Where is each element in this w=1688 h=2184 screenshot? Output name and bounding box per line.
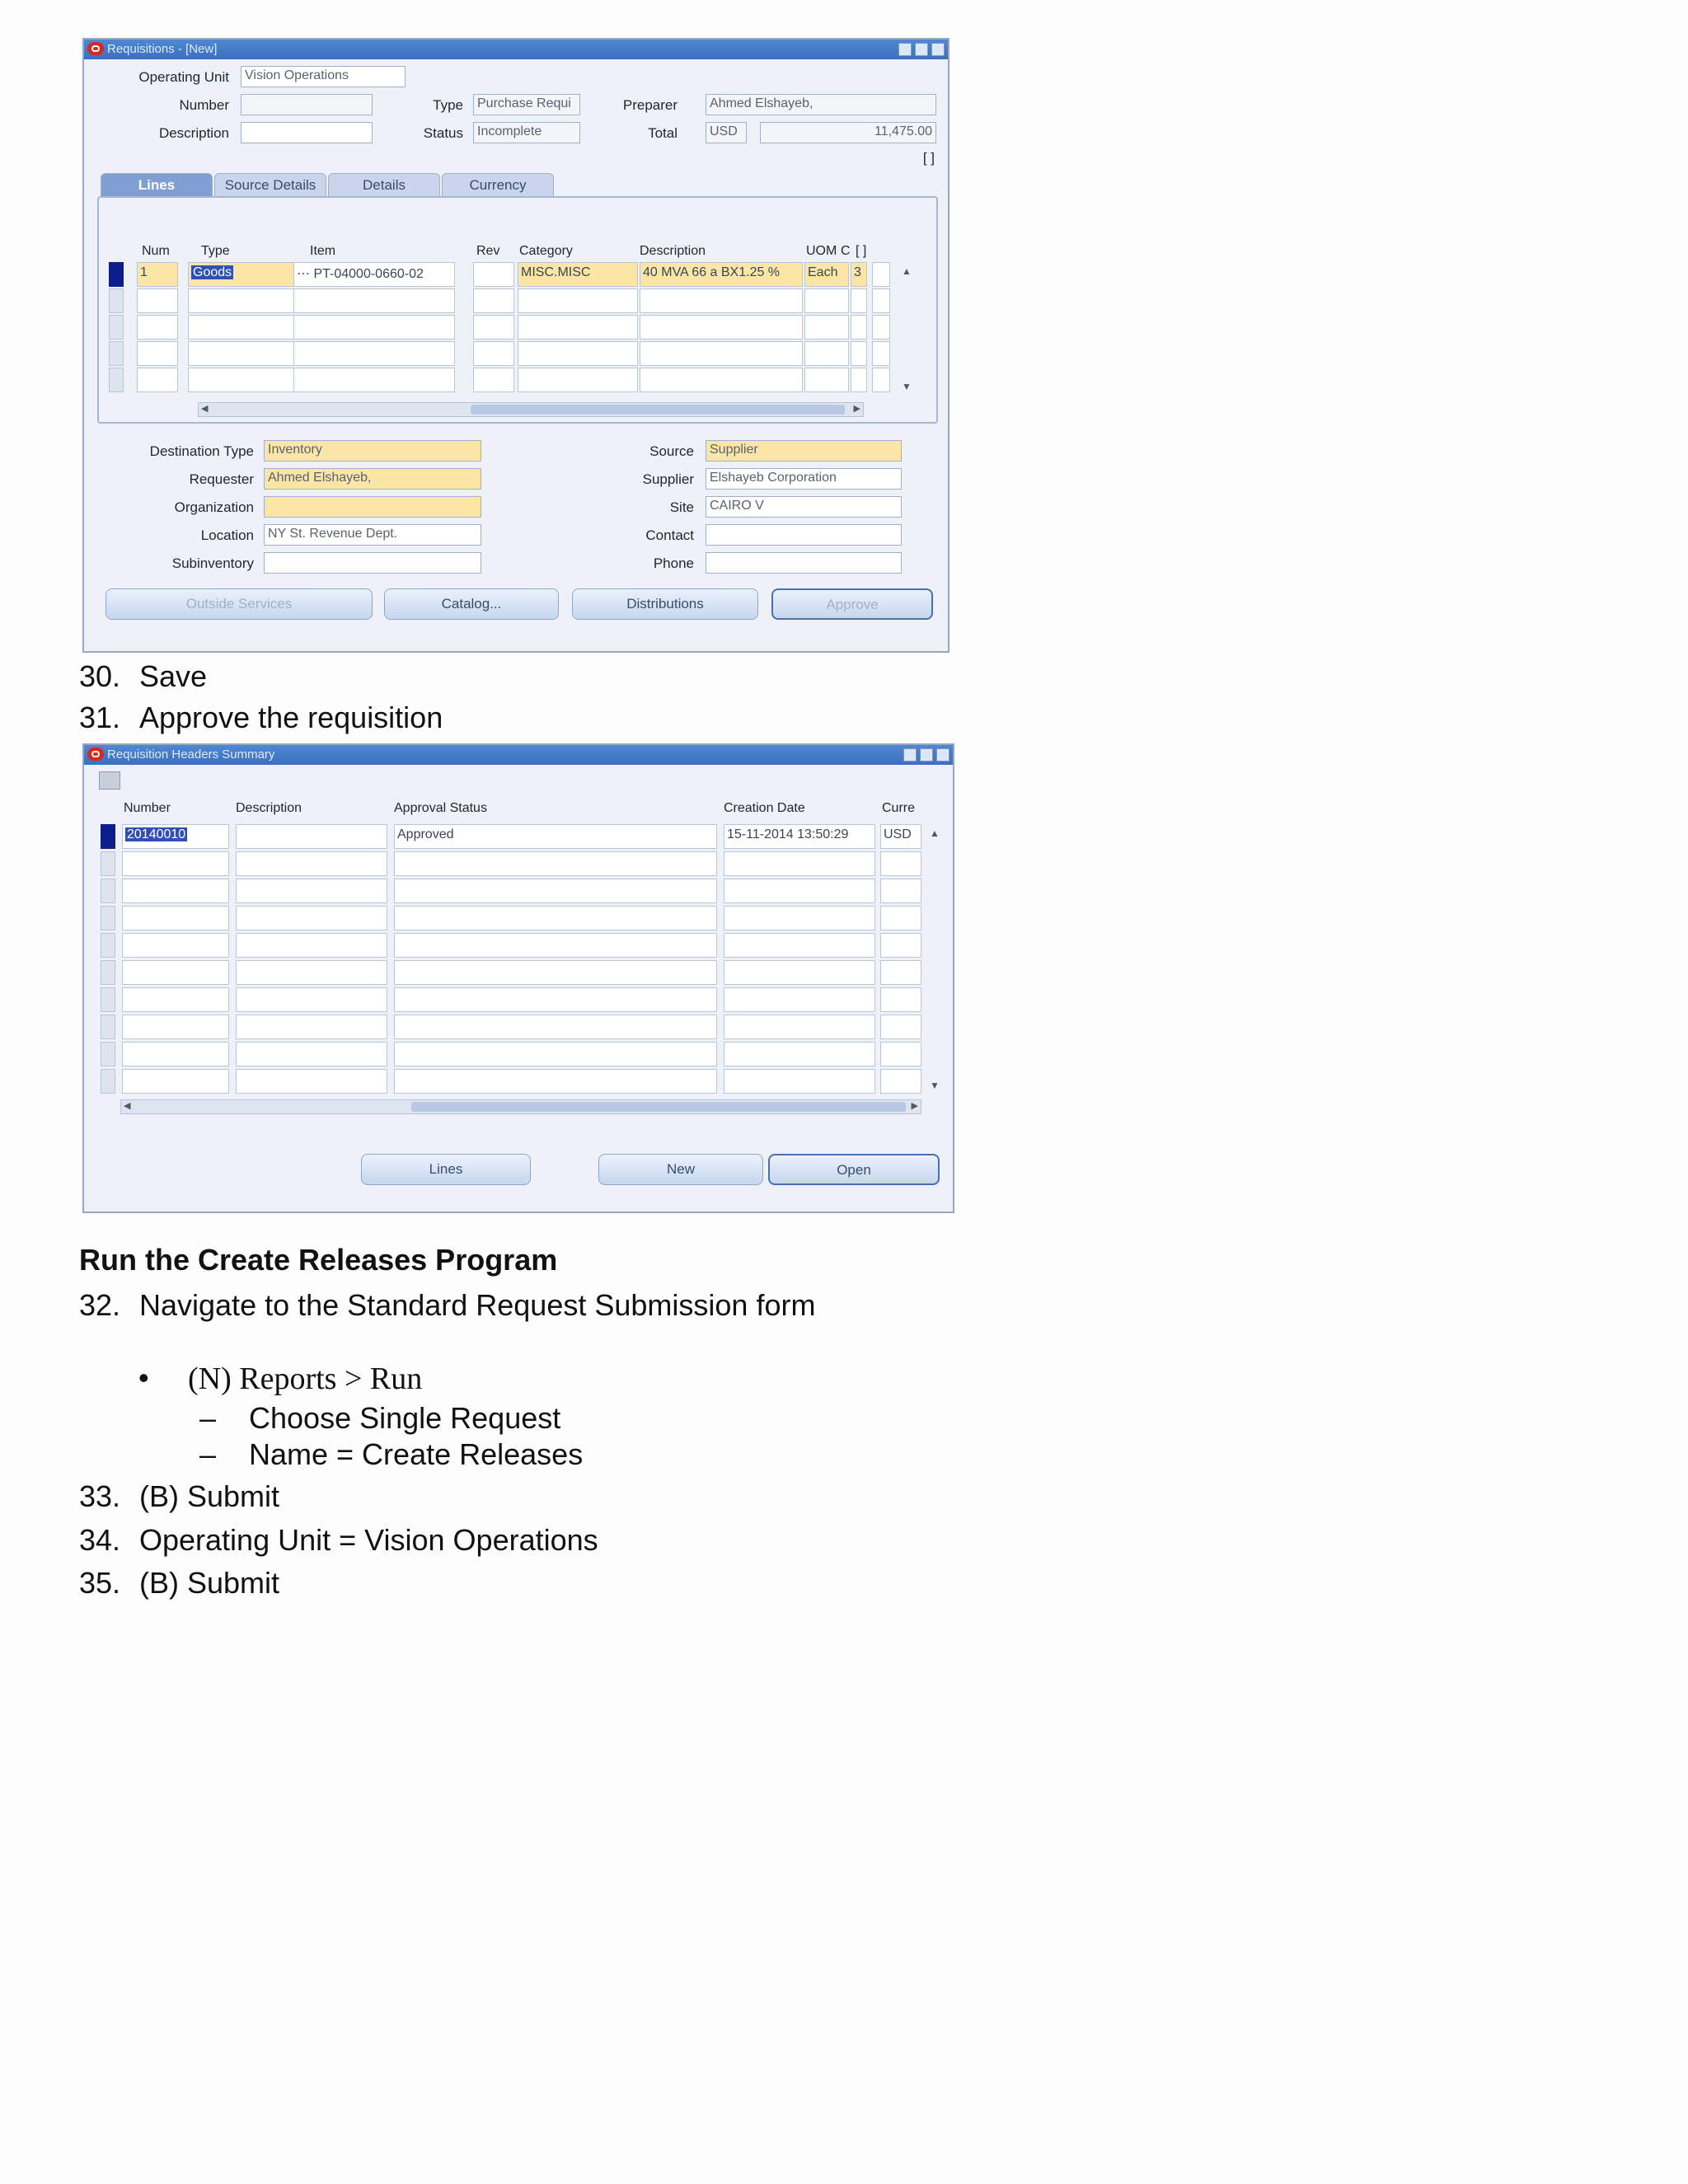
column-header-item: Item	[310, 244, 336, 258]
table-cell[interactable]	[236, 987, 387, 1012]
table-cell[interactable]	[724, 933, 875, 958]
table-cell[interactable]	[880, 1069, 921, 1094]
table-cell[interactable]	[518, 368, 638, 392]
number-field[interactable]	[241, 94, 373, 115]
source-field[interactable]: Supplier	[706, 440, 902, 462]
table-cell[interactable]	[293, 341, 455, 366]
oracle-logo-icon	[87, 748, 104, 761]
step-31-text: Approve the requisition	[139, 701, 443, 734]
table-cell[interactable]	[394, 879, 717, 903]
step-33-number: 33.	[79, 1479, 121, 1513]
outside-services-button[interactable]: Outside Services	[106, 588, 373, 620]
table-cell[interactable]	[851, 368, 867, 392]
table-cell[interactable]	[122, 960, 229, 985]
table-cell[interactable]	[293, 288, 455, 313]
scrollbar-thumb[interactable]	[471, 405, 845, 415]
table-cell[interactable]	[724, 1015, 875, 1039]
preparer-label: Preparer	[622, 97, 678, 113]
location-field[interactable]: NY St. Revenue Dept.	[264, 524, 481, 546]
row-marker[interactable]	[101, 987, 115, 1012]
tab-lines[interactable]: Lines	[101, 173, 213, 198]
line-category-cell[interactable]: MISC.MISC	[518, 262, 638, 287]
table-cell[interactable]	[851, 288, 867, 313]
lov-icon[interactable]: ⋯	[297, 267, 310, 281]
table-cell[interactable]	[872, 341, 890, 366]
row-marker[interactable]	[101, 906, 115, 930]
lines-horizontal-scrollbar[interactable]	[198, 402, 864, 417]
table-cell[interactable]	[804, 368, 849, 392]
line-qty-cell[interactable]: 3	[851, 262, 867, 287]
table-cell[interactable]	[640, 368, 803, 392]
minimize-icon[interactable]	[903, 748, 917, 762]
approve-button[interactable]: Approve	[771, 588, 933, 620]
close-icon[interactable]	[931, 43, 945, 56]
table-cell[interactable]	[518, 315, 638, 340]
oracle-logo-icon	[87, 42, 104, 55]
table-cell[interactable]	[872, 288, 890, 313]
minimize-icon[interactable]	[898, 43, 912, 56]
column-header-uom: UOM	[806, 244, 837, 258]
section-heading: Run the Create Releases Program	[79, 1243, 558, 1277]
row-marker-current[interactable]	[101, 824, 115, 849]
total-label: Total	[648, 125, 678, 141]
status-label: Status	[423, 125, 463, 141]
tab-source-details[interactable]: Source Details	[214, 173, 326, 198]
table-cell[interactable]	[394, 987, 717, 1012]
scroll-right-icon[interactable]: ▶	[853, 404, 860, 414]
table-cell[interactable]	[122, 987, 229, 1012]
line-item-cell[interactable]	[293, 262, 455, 287]
navigation-path: (N) Reports > Run	[188, 1361, 423, 1396]
row-marker[interactable]	[109, 288, 124, 313]
lines-panel	[97, 196, 938, 424]
approval-status-cell[interactable]: Approved	[394, 824, 717, 849]
total-field[interactable]: 11,475.00	[760, 122, 936, 143]
tab-details[interactable]: Details	[328, 173, 440, 198]
supplier-label: Supplier	[642, 471, 694, 487]
dash-1: –	[199, 1401, 217, 1435]
table-cell[interactable]	[236, 960, 387, 985]
type-field[interactable]: Purchase Requi	[473, 94, 580, 115]
site-label: Site	[669, 499, 694, 515]
description-cell[interactable]	[236, 824, 387, 849]
table-cell[interactable]	[188, 341, 295, 366]
table-cell[interactable]	[804, 288, 849, 313]
table-cell[interactable]	[188, 368, 295, 392]
row-marker[interactable]	[101, 879, 115, 903]
subinventory-label: Subinventory	[171, 555, 254, 571]
new-button[interactable]: New	[598, 1154, 763, 1185]
table-cell[interactable]	[804, 315, 849, 340]
lines-button[interactable]: Lines	[361, 1154, 531, 1185]
organization-field[interactable]	[264, 496, 481, 518]
table-cell[interactable]	[880, 906, 921, 930]
row-marker[interactable]	[109, 341, 124, 366]
table-cell[interactable]	[122, 933, 229, 958]
table-cell[interactable]	[293, 368, 455, 392]
maximize-icon[interactable]	[915, 43, 928, 56]
step-34-text: Operating Unit = Vision Operations	[139, 1523, 598, 1557]
table-cell[interactable]	[851, 315, 867, 340]
table-cell[interactable]	[880, 1015, 921, 1039]
window-titlebar	[84, 40, 948, 59]
table-cell[interactable]	[188, 288, 295, 313]
row-marker[interactable]	[101, 851, 115, 876]
operating-unit-field[interactable]: Vision Operations	[241, 66, 406, 87]
table-cell[interactable]	[122, 1015, 229, 1039]
phone-label: Phone	[653, 555, 694, 571]
row-marker[interactable]	[109, 368, 124, 392]
scroll-down-icon[interactable]: ▼	[930, 1080, 940, 1091]
row-marker[interactable]	[101, 1015, 115, 1039]
line-uom-cell[interactable]: Each	[804, 262, 849, 287]
scroll-up-icon[interactable]: ▲	[902, 265, 912, 277]
table-cell[interactable]	[880, 933, 921, 958]
site-field[interactable]: CAIRO V	[706, 496, 902, 518]
supplier-field[interactable]: Elshayeb Corporation	[706, 468, 902, 490]
table-cell[interactable]	[804, 341, 849, 366]
line-type-cell[interactable]	[188, 262, 295, 287]
table-cell[interactable]	[236, 933, 387, 958]
table-cell[interactable]	[236, 851, 387, 876]
table-cell[interactable]	[236, 1015, 387, 1039]
table-cell[interactable]	[137, 341, 178, 366]
dash-2: –	[199, 1437, 217, 1471]
column-header-rev: Rev	[476, 244, 500, 258]
table-cell[interactable]	[640, 288, 803, 313]
table-cell[interactable]	[122, 1042, 229, 1066]
dash-2-text: Name = Create Releases	[249, 1437, 584, 1471]
column-header-currency: Curre	[882, 801, 916, 815]
line-type-value: Goods	[193, 265, 232, 279]
number-label: Number	[179, 97, 229, 113]
source-label: Source	[649, 443, 694, 459]
table-cell[interactable]	[872, 315, 890, 340]
scroll-down-icon[interactable]: ▼	[902, 381, 912, 392]
table-cell[interactable]	[473, 341, 514, 366]
table-cell[interactable]	[122, 906, 229, 930]
table-cell[interactable]	[724, 851, 875, 876]
table-cell[interactable]	[851, 341, 867, 366]
destination-type-label: Destination Type	[149, 443, 254, 459]
step-33-text: (B) Submit	[139, 1479, 280, 1513]
dash-1-text: Choose Single Request	[249, 1401, 561, 1435]
catalog-button[interactable]: Catalog...	[384, 588, 559, 620]
window-title: Requisitions - [New]	[107, 42, 218, 56]
scroll-right-icon[interactable]: ▶	[911, 1101, 918, 1111]
table-cell[interactable]	[394, 933, 717, 958]
table-cell[interactable]	[394, 1042, 717, 1066]
table-cell[interactable]	[394, 1069, 717, 1094]
requisitions-window	[82, 38, 950, 653]
table-cell[interactable]	[122, 1069, 229, 1094]
table-cell[interactable]	[518, 341, 638, 366]
column-header-c: C	[841, 244, 851, 258]
maximize-icon[interactable]	[920, 748, 933, 762]
preparer-field[interactable]: Ahmed Elshayeb,	[706, 94, 936, 115]
table-cell[interactable]	[473, 288, 514, 313]
row-marker[interactable]	[101, 960, 115, 985]
table-cell[interactable]	[640, 341, 803, 366]
table-cell[interactable]	[122, 851, 229, 876]
table-cell[interactable]	[394, 906, 717, 930]
location-label: Location	[200, 527, 254, 543]
folder-icon[interactable]	[99, 771, 120, 790]
tab-currency[interactable]: Currency	[442, 173, 554, 198]
column-header-approval-status: Approval Status	[394, 801, 487, 815]
status-field[interactable]: Incomplete	[473, 122, 580, 143]
table-cell[interactable]	[236, 906, 387, 930]
row-marker[interactable]	[109, 315, 124, 340]
currency-field[interactable]: USD	[706, 122, 747, 143]
table-cell[interactable]	[724, 960, 875, 985]
destination-type-field[interactable]: Inventory	[264, 440, 481, 462]
phone-field[interactable]	[706, 552, 902, 574]
window-title: Requisition Headers Summary	[107, 748, 275, 762]
column-header-type: Type	[201, 244, 230, 258]
operating-unit-label: Operating Unit	[138, 69, 229, 85]
row-marker[interactable]	[101, 1069, 115, 1094]
scroll-up-icon[interactable]: ▲	[930, 827, 940, 839]
step-35-number: 35.	[79, 1566, 121, 1600]
table-cell[interactable]	[880, 1042, 921, 1066]
table-cell[interactable]	[473, 315, 514, 340]
table-cell[interactable]	[137, 288, 178, 313]
organization-label: Organization	[174, 499, 254, 515]
table-cell[interactable]	[724, 987, 875, 1012]
type-label: Type	[433, 97, 463, 113]
requisition-headers-summary-window	[82, 743, 954, 1213]
description-label: Description	[158, 125, 229, 141]
table-cell[interactable]	[880, 851, 921, 876]
table-cell[interactable]	[473, 368, 514, 392]
requester-label: Requester	[189, 471, 254, 487]
table-cell[interactable]	[880, 960, 921, 985]
column-header-category: Category	[519, 244, 573, 258]
line-rev-cell[interactable]	[473, 262, 514, 287]
table-cell[interactable]	[394, 1015, 717, 1039]
column-header-bracket: [ ]	[856, 244, 867, 258]
table-cell[interactable]	[293, 315, 455, 340]
number-cell[interactable]	[122, 824, 229, 849]
step-34-number: 34.	[79, 1523, 121, 1557]
description-field[interactable]	[241, 122, 373, 143]
table-cell[interactable]	[724, 879, 875, 903]
currency-cell[interactable]: USD	[880, 824, 921, 849]
column-header-num: Num	[142, 244, 170, 258]
step-30-text: Save	[139, 659, 208, 693]
contact-field[interactable]	[706, 524, 902, 546]
step-30-number: 30.	[79, 659, 121, 693]
table-cell[interactable]	[394, 851, 717, 876]
table-cell[interactable]	[880, 879, 921, 903]
step-32-text: Navigate to the Standard Request Submission form	[139, 1288, 816, 1322]
table-cell[interactable]	[724, 1042, 875, 1066]
scrollbar-thumb[interactable]	[411, 1102, 906, 1112]
table-cell[interactable]	[724, 906, 875, 930]
table-cell[interactable]	[236, 879, 387, 903]
table-cell[interactable]	[640, 315, 803, 340]
table-cell[interactable]	[236, 1069, 387, 1094]
table-cell[interactable]	[880, 987, 921, 1012]
number-value: 20140010	[127, 827, 186, 841]
column-header-description: Description	[640, 244, 706, 258]
row-marker[interactable]	[101, 1042, 115, 1066]
table-cell[interactable]	[394, 960, 717, 985]
subinventory-field[interactable]	[264, 552, 481, 574]
line-item-value: PT-04000-0660-02	[313, 267, 424, 281]
step-31-number: 31.	[79, 701, 121, 734]
table-cell[interactable]	[872, 368, 890, 392]
table-cell[interactable]	[137, 368, 178, 392]
table-cell[interactable]	[122, 879, 229, 903]
bracket-indicator[interactable]: [ ]	[922, 150, 935, 166]
summary-horizontal-scrollbar[interactable]	[120, 1099, 921, 1114]
table-cell[interactable]	[188, 315, 295, 340]
line-extra-cell[interactable]	[872, 262, 890, 287]
contact-label: Contact	[645, 527, 694, 543]
line-description-cell[interactable]: 40 MVA 66 a BX1.25 %	[640, 262, 803, 287]
scroll-left-icon[interactable]: ◀	[201, 404, 209, 414]
scroll-left-icon[interactable]: ◀	[124, 1101, 131, 1111]
table-cell[interactable]	[137, 315, 178, 340]
distributions-button[interactable]: Distributions	[572, 588, 758, 620]
close-icon[interactable]	[936, 748, 950, 762]
open-button[interactable]: Open	[768, 1154, 940, 1185]
creation-date-cell[interactable]: 15-11-2014 13:50:29	[724, 824, 875, 849]
table-cell[interactable]	[724, 1069, 875, 1094]
table-cell[interactable]	[518, 288, 638, 313]
row-marker[interactable]	[101, 933, 115, 958]
requester-field[interactable]: Ahmed Elshayeb,	[264, 468, 481, 490]
column-header-number: Number	[124, 801, 171, 815]
column-header-description: Description	[236, 801, 302, 815]
window-titlebar	[84, 745, 953, 765]
bullet-dot: •	[138, 1361, 149, 1394]
step-35-text: (B) Submit	[139, 1566, 280, 1600]
step-32-number: 32.	[79, 1288, 121, 1322]
table-cell[interactable]	[236, 1042, 387, 1066]
column-header-creation-date: Creation Date	[724, 801, 805, 815]
row-marker-current[interactable]	[109, 262, 124, 287]
line-num-cell[interactable]: 1	[137, 262, 178, 287]
